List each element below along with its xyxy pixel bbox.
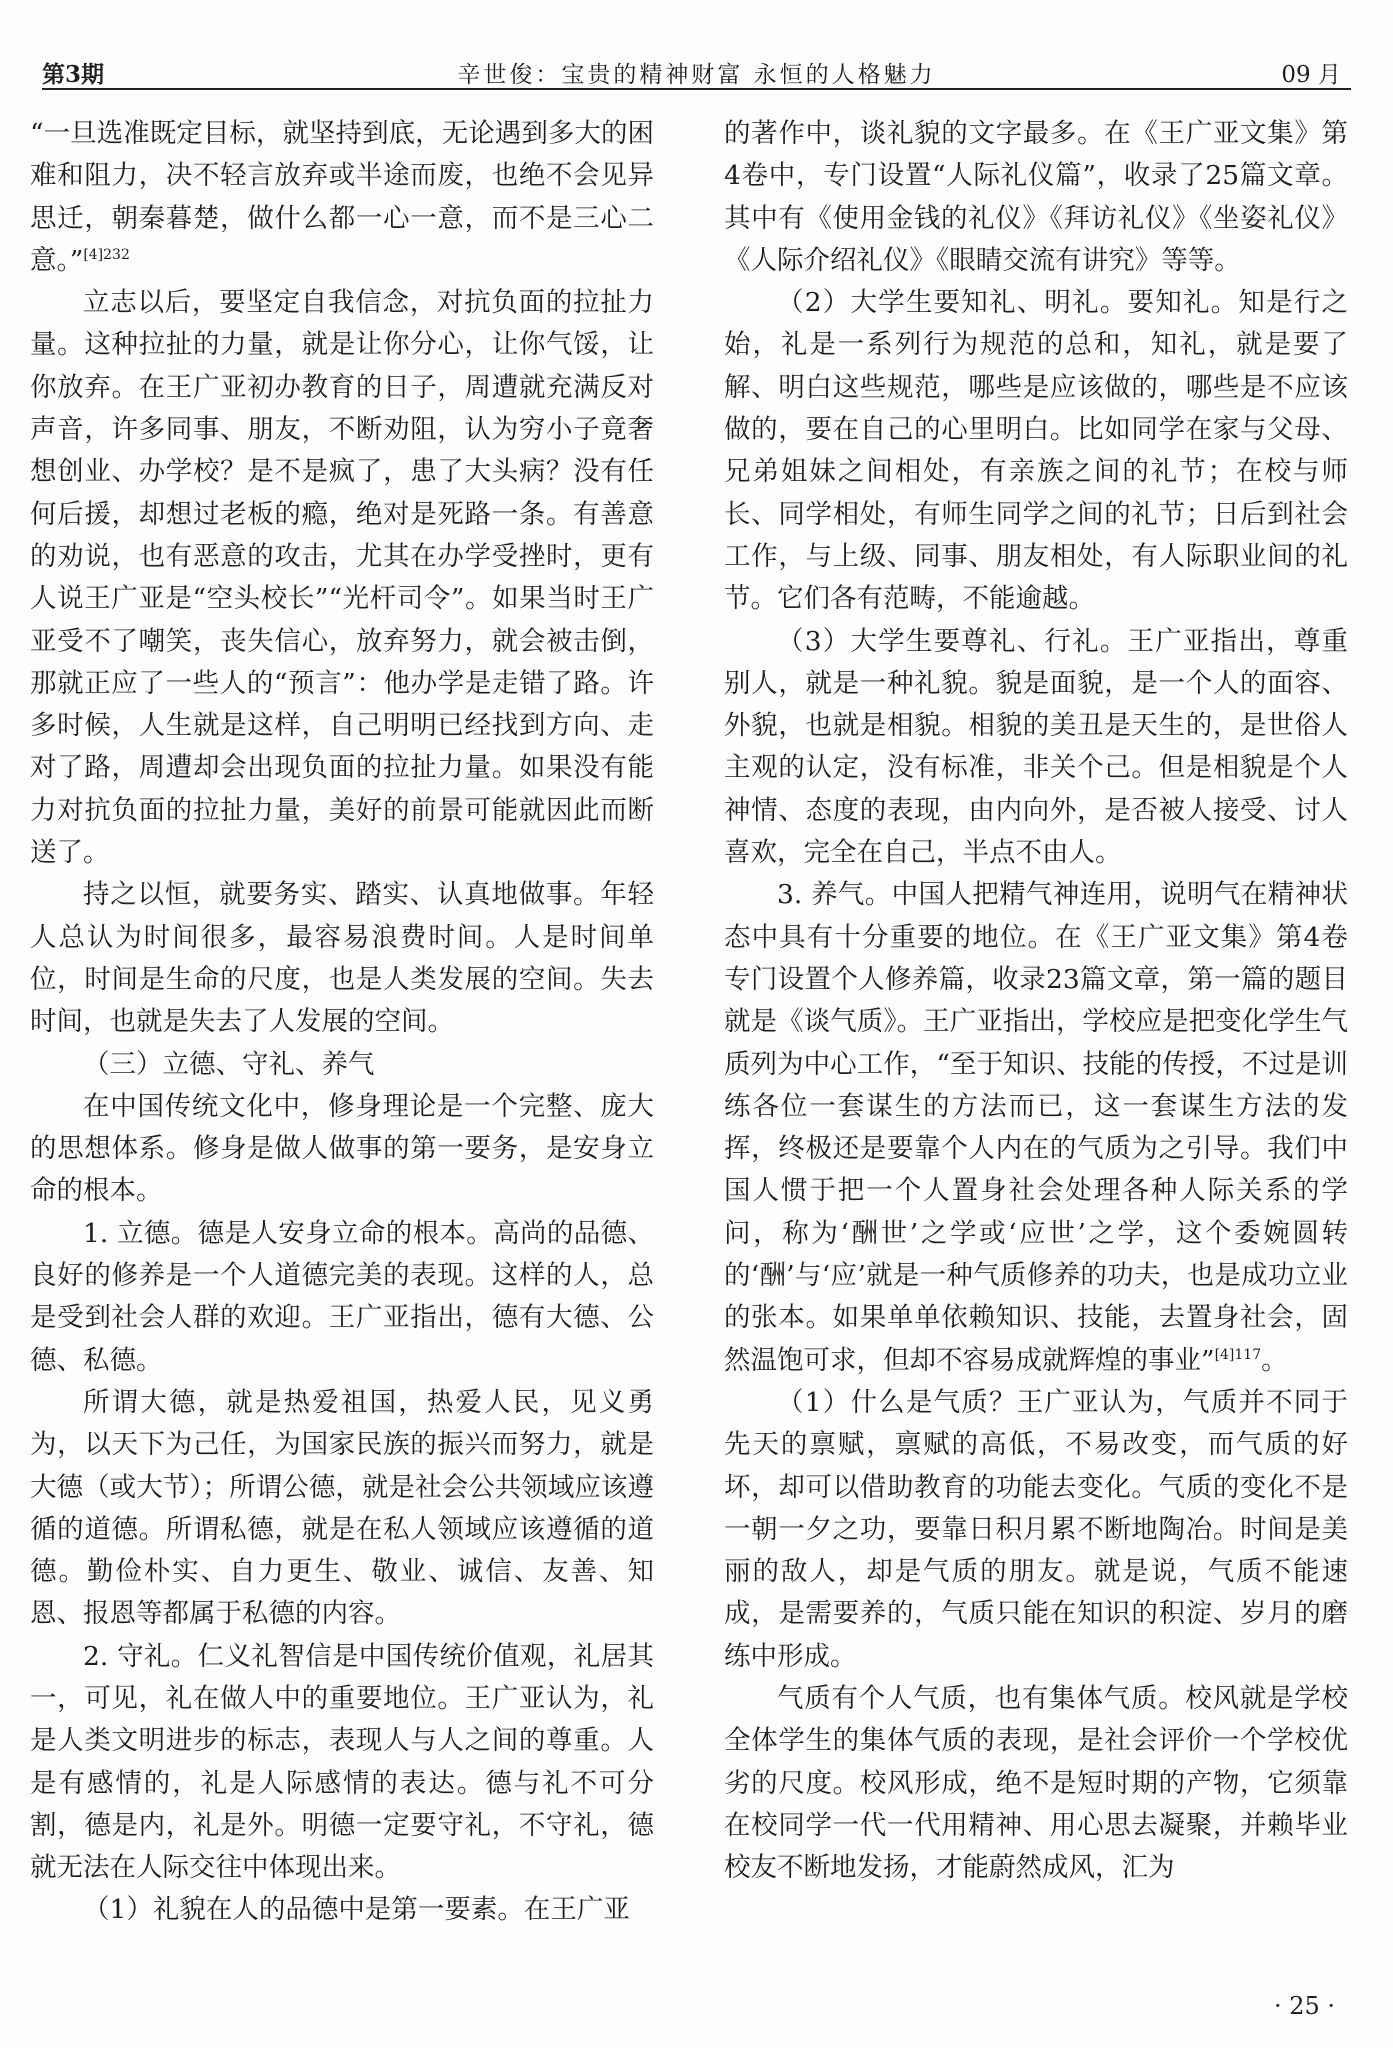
running-title: 辛世俊：宝贵的精神财富 永恒的人格魅力 <box>457 62 936 88</box>
paragraph: 气质有个人气质，也有集体气质。校风就是学校全体学生的集体气质的表现，是社会评价一个学校优劣的尺度。校风形成，绝不是短时期的产物，它须靠在校同学一代一代用精神、用心思去凝聚，并赖毕业校友不断地发扬，才能蔚然成风，汇为 <box>724 1682 1348 1884</box>
citation: [4]232 <box>83 247 130 264</box>
paragraph: 3. 养气。中国人把精气神连用，说明气在精神状态中具有十分重要的地位。在《王广亚文集》第4卷专门设置个人修养篇，收录23篇文章，第一篇的题目就是《谈气质》。王广亚指出，学校应是把变化学生气质列为中心工作，“至于知识、技能的传授，不过是训练各位一套谋生的方法而已，这一套谋生方法的发挥，终极还是要靠个人内在的气质为之引导。我们中国人惯于把一个人置身社会处理各种人际关系的学问，称为‘酬世’之学或‘应世’之学，这个委婉圆转的‘酬’与‘应’就是一种气质修养的功夫，也是成功立业的张本。如果单单依赖知识、技能，去置身社会，固然温饱可求，但却不容易成就辉煌的事业”$^{[4]117}$。 <box>724 879 1348 1376</box>
running-header <box>42 48 1351 90</box>
section-heading: （三）立德、守礼、养气 <box>83 1048 375 1080</box>
issue-number: 第3期 <box>42 61 105 88</box>
issue-month: 09 月 <box>1281 62 1341 88</box>
paragraph: “一旦选准既定目标，就坚持到底，无论遇到多大的困难和阻力，决不轻言放弃或半途而废，也绝不会见异思迁，朝秦暮楚，做什么都一心一意，而不是三心二意。”$^{[4]232}$ <box>30 118 654 276</box>
header-rule <box>42 88 1351 90</box>
paragraph: （1）什么是气质？王广亚认为，气质并不同于先天的禀赋，禀赋的高低，不易改变，而气质的好坏，却可以借助教育的功能去变化。气质的变化不是一朝一夕之功，要靠日积月累不断地陶冶。时间是美丽的敌人，却是气质的朋友。就是说，气质不能速成，是需要养的，气质只能在知识的积淀、岁月的磨练中形成。 <box>724 1386 1348 1672</box>
paragraph: 所谓大德，就是热爱祖国，热爱人民，见义勇为，以天下为己任，为国家民族的振兴而努力，就是大德（或大节）；所谓公德，就是社会公共领域应该遵循的道德。所谓私德，就是在私人领域应该遵循的道德。勤俭朴实、自力更生、敬业、诚信、友善、知恩、报恩等都属于私德的内容。 <box>30 1386 654 1630</box>
paragraph: （1）礼貌在人的品德中是第一要素。在王广亚 <box>83 1894 630 1926</box>
citation: [4]117 <box>1214 1346 1262 1363</box>
right-column <box>724 113 1348 1889</box>
paragraph: 持之以恒，就要务实、踏实、认真地做事。年轻人总认为时间很多，最容易浪费时间。人是时间单位，时间是生命的尺度，也是人类发展的空间。失去时间，也就是失去了人发展的空间。 <box>30 879 654 1038</box>
page-number: · 25 · <box>1273 1992 1335 2020</box>
paragraph: 立志以后，要坚定自我信念，对抗负面的拉扯力量。这种拉扯的力量，就是让你分心，让你气馁，让你放弃。在王广亚初办教育的日子，周遭就充满反对声音，许多同事、朋友，不断劝阻，认为穷小子竟奢想创业、办学校？是不是疯了，患了大头病？没有任何后援，却想过老板的瘾，绝对是死路一条。有善意的劝说，也有恶意的攻击，尤其在办学受挫时，更有人说王广亚是“空头校长”“光杆司令”。如果当时王广亚受不了嘲笑，丧失信心，放弃努力，就会被击倒，那就正应了一些人的“预言”：他办学是走错了路。许多时候，人生就是这样，自己明明已经找到方向、走对了路，周遭却会出现负面的拉扯力量。如果没有能力对抗负面的拉扯力量，美好的前景可能就因此而断送了。 <box>30 287 654 869</box>
paragraph: 2. 守礼。仁义礼智信是中国传统价值观，礼居其一，可见，礼在做人中的重要地位。王广亚认为，礼是人类文明进步的标志，表现人与人之间的尊重。人是有感情的，礼是人际感情的表达。德与礼不可分割，德是内，礼是外。明德一定要守礼，不守礼，德就无法在人际交往中体现出来。 <box>30 1640 654 1884</box>
paragraph: （3）大学生要尊礼、行礼。王广亚指出，尊重别人，就是一种礼貌。貌是面貌，是一个人的面容、外貌，也就是相貌。相貌的美丑是天生的，是世俗人主观的认定，没有标准，非关个己。但是相貌是个人神情、态度的表现，由内向外，是否被人接受、讨人喜欢，完全在自己，半点不由人。 <box>724 625 1348 869</box>
paragraph: 1. 立德。德是人安身立命的根本。高尚的品德、良好的修养是一个人道德完美的表现。这样的人，总是受到社会人群的欢迎。王广亚指出，德有大德、公德、私德。 <box>30 1217 654 1376</box>
paragraph: 的著作中，谈礼貌的文字最多。在《王广亚文集》第4卷中，专门设置“人际礼仪篇”，收录了25篇文章。其中有《使用金钱的礼仪》《拜访礼仪》《坐姿礼仪》《人际介绍礼仪》《眼睛交流有讲究》等等。 <box>724 118 1348 276</box>
left-column <box>30 113 654 1932</box>
paragraph: （2）大学生要知礼、明礼。要知礼。知是行之始，礼是一系列行为规范的总和，知礼，就是要了解、明白这些规范，哪些是应该做的，哪些是不应该做的，要在自己的心里明白。比如同学在家与父母、兄弟姐妹之间相处，有亲族之间的礼节；在校与师长、同学相处，有师生同学之间的礼节；日后到社会工作，与上级、同事、朋友相处，有人际职业间的礼节。它们各有范畴，不能逾越。 <box>724 287 1348 615</box>
paragraph: 在中国传统文化中，修身理论是一个完整、庞大的思想体系。修身是做人做事的第一要务，是安身立命的根本。 <box>30 1090 654 1207</box>
